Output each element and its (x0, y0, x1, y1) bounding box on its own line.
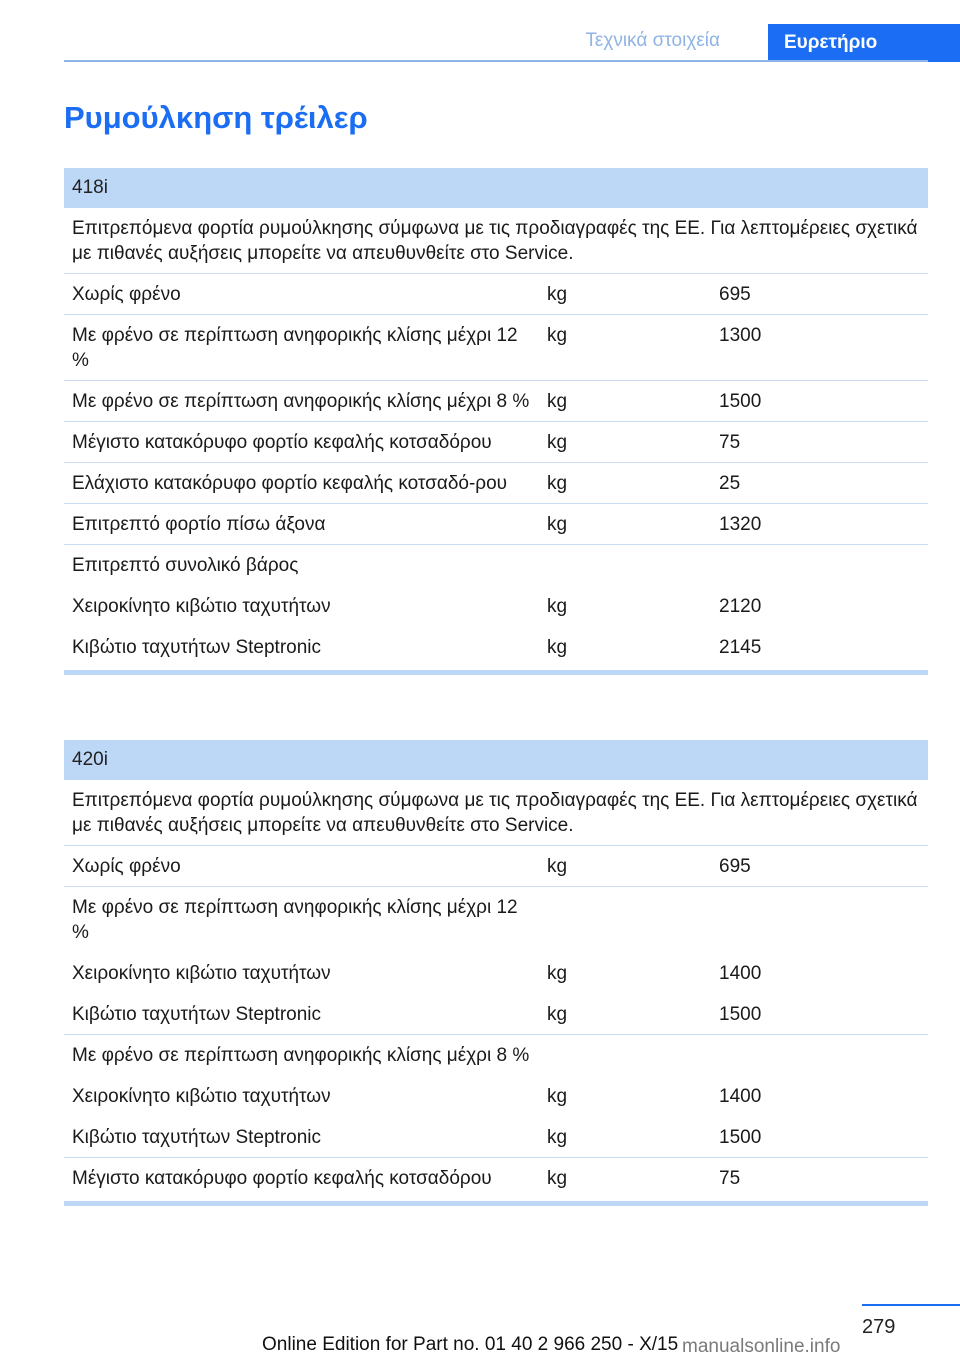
row-label: Μέγιστο κατακόρυφο φορτίο κεφαλής κοτσαδόρου (72, 1168, 492, 1189)
row-label: Με φρένο σε περίπτωση ανηφορικής κλίσης μέχρι 8 % (72, 391, 530, 412)
table-row (64, 315, 928, 381)
row-value: 1500 (719, 391, 762, 412)
table-end-bar (64, 1201, 928, 1206)
table-description: Επιτρεπόμενα φορτία ρυμούλκησης σύμφωνα με τις προδιαγραφές της ΕΕ. Για λεπτομέρειες σχετικά με πιθανές αυξήσεις μπορείτε να απευθυνθείτε στο Service. (64, 780, 928, 846)
table-description: Επιτρεπόμενα φορτία ρυμούλκησης σύμφωνα με τις προδιαγραφές της ΕΕ. Για λεπτομέρειες σχετικά με πιθανές αυξήσεις μπορείτε να απευθυνθείτε στο Service. (64, 208, 928, 274)
table-row (64, 504, 928, 545)
row-value: 1400 (719, 1086, 762, 1107)
row-label: Μέγιστο κατακόρυφο φορτίο κεφαλής κοτσαδόρου (72, 432, 492, 453)
table-row (64, 586, 928, 627)
table-header: 418i (64, 168, 928, 208)
tab-technical-data[interactable]: Τεχνικά στοιχεία (585, 30, 720, 51)
row-label: Ελάχιστο κατακόρυφο φορτίο κεφαλής κοτσαδό-ρου (72, 473, 508, 494)
row-value (711, 1035, 928, 1075)
row-value (711, 887, 928, 952)
row-value: 695 (719, 284, 751, 305)
row-label: Με φρένο σε περίπτωση ανηφορικής κλίσης μέχρι 8 % (72, 1045, 530, 1066)
row-value: 25 (719, 473, 741, 494)
row-unit: kg (547, 1004, 568, 1025)
table-row (64, 846, 928, 887)
row-unit: kg (547, 1086, 568, 1107)
table-row (64, 627, 928, 668)
row-unit: kg (547, 514, 568, 535)
row-unit: kg (547, 963, 568, 984)
table-end-bar (64, 670, 928, 675)
row-unit: kg (547, 325, 568, 346)
row-value (711, 545, 928, 585)
row-label: Χωρίς φρένο (72, 284, 181, 305)
row-label: Κιβώτιο ταχυτήτων Steptronic (72, 1127, 322, 1148)
row-unit: kg (547, 637, 568, 658)
row-value: 1320 (719, 514, 762, 535)
row-value: 1300 (719, 325, 762, 346)
row-label: Κιβώτιο ταχυτήτων Steptronic (72, 637, 322, 658)
table-row (64, 1076, 928, 1117)
row-label: Με φρένο σε περίπτωση ανηφορικής κλίσης μέχρι 12 % (72, 325, 518, 371)
spec-table-418i (64, 168, 928, 675)
top-navigation (64, 24, 928, 62)
table-row (64, 545, 928, 586)
row-unit: kg (547, 1168, 568, 1189)
row-unit: kg (547, 473, 568, 494)
row-unit: kg (547, 432, 568, 453)
table-header: 420i (64, 740, 928, 780)
row-unit (539, 887, 711, 952)
row-value: 1500 (719, 1127, 762, 1148)
table-row (64, 953, 928, 994)
page-number: 279 (862, 1316, 896, 1338)
watermark: manualsonline.info (682, 1336, 841, 1357)
row-unit: kg (547, 284, 568, 305)
row-label: Χειροκίνητο κιβώτιο ταχυτήτων (72, 596, 331, 617)
footer-edition-text: Online Edition for Part no. 01 40 2 966 250 - X/15 (262, 1334, 679, 1355)
row-value: 2145 (719, 637, 762, 658)
nav-divider (64, 60, 928, 62)
row-label: Χειροκίνητο κιβώτιο ταχυτήτων (72, 1086, 331, 1107)
row-value: 695 (719, 856, 751, 877)
row-unit: kg (547, 856, 568, 877)
table-row (64, 1158, 928, 1199)
page-number-rule (862, 1304, 960, 1306)
page-title: Ρυμούλκηση τρέιλερ (64, 100, 368, 135)
row-unit (539, 545, 711, 585)
row-value: 1400 (719, 963, 762, 984)
row-label: Χωρίς φρένο (72, 856, 181, 877)
row-value: 2120 (719, 596, 762, 617)
row-value: 75 (719, 1168, 741, 1189)
table-row (64, 422, 928, 463)
table-row (64, 463, 928, 504)
spec-table-420i (64, 740, 928, 1206)
row-unit: kg (547, 1127, 568, 1148)
table-row (64, 994, 928, 1035)
row-label: Επιτρεπτό συνολικό βάρος (72, 555, 299, 576)
table-row (64, 887, 928, 953)
tab-index[interactable]: Ευρετήριο (768, 24, 960, 62)
row-label: Χειροκίνητο κιβώτιο ταχυτήτων (72, 963, 331, 984)
table-row (64, 381, 928, 422)
row-value: 75 (719, 432, 741, 453)
row-unit (539, 1035, 711, 1075)
row-unit: kg (547, 596, 568, 617)
row-value: 1500 (719, 1004, 762, 1025)
row-label: Επιτρεπτό φορτίο πίσω άξονα (72, 514, 326, 535)
table-row (64, 274, 928, 315)
table-row (64, 1035, 928, 1076)
row-label: Κιβώτιο ταχυτήτων Steptronic (72, 1004, 322, 1025)
row-label: Με φρένο σε περίπτωση ανηφορικής κλίσης μέχρι 12 % (72, 897, 518, 943)
row-unit: kg (547, 391, 568, 412)
table-row (64, 1117, 928, 1158)
